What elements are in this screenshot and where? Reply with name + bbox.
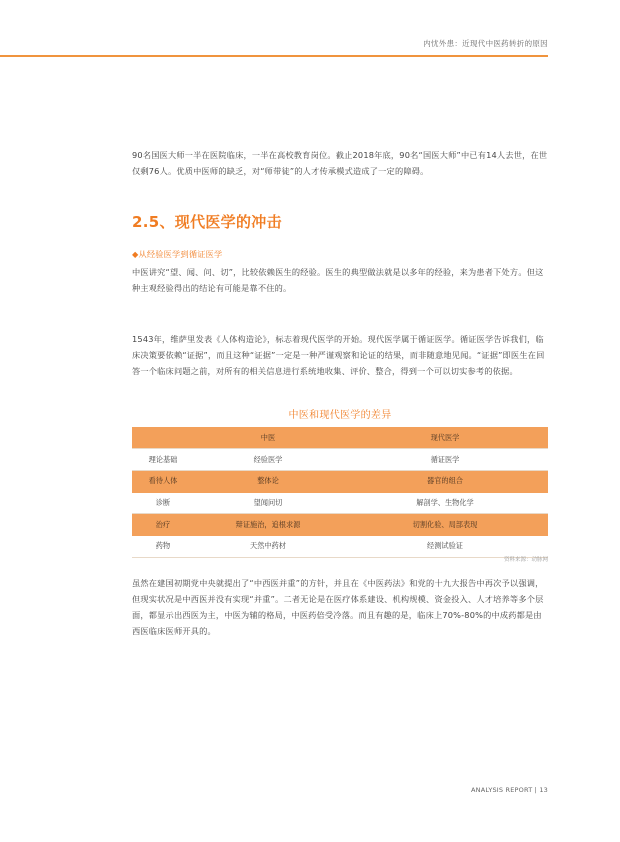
table-cell: 治疗 xyxy=(132,514,194,536)
table-cell: 整体论 xyxy=(194,470,342,492)
running-header: 内忧外患：近现代中医药转折的原因 xyxy=(423,39,548,48)
table-header-cell: 现代医学 xyxy=(342,427,548,449)
paragraph-4: 虽然在建国初期党中央就提出了“中西医并重”的方针，并且在《中医药法》和党的十九大报告中再次予以强调，但现实状况是中西医并没有实现“并重”。二者无论是在医疗体系建设、机构规模、资金投入、人才培养等多个层面，都显示出西医为主，中医为辅的格局，中医药倍受冷落。而且有趣的是，临床上70%-80%的中成药都是由西医临床医师开具的。 xyxy=(132,578,544,636)
table-header-cell xyxy=(132,427,194,449)
section-subheading: ◆从经验医学到循证医学 xyxy=(132,249,223,259)
comparison-table xyxy=(132,427,548,558)
table-cell: 诊断 xyxy=(132,492,194,514)
section-heading: 2.5、现代医学的冲击 xyxy=(132,213,282,231)
table-row xyxy=(132,535,548,557)
table-header-row xyxy=(132,427,548,449)
table-cell: 经验医学 xyxy=(194,449,342,471)
paragraph-3: 1543年，维萨里发表《人体构造论》，标志着现代医学的开始。现代医学属于循证医学。循证医学告诉我们，临床决策要依赖“证据”，而且这种“证据”一定是一种严谨观察和论证的结果，而非随意地见闻。“证据”即医生在回答一个临床问题之前，对所有的相关信息进行系统地收集、评价、整合，得到一个可以切实参考的依据。 xyxy=(132,334,545,376)
table-cell: 循证医学 xyxy=(342,449,548,471)
table-cell: 望闻问切 xyxy=(194,492,342,514)
table-cell: 药物 xyxy=(132,535,194,557)
table-cell: 天然中药材 xyxy=(194,535,342,557)
table-cell: 辩证施治，追根求源 xyxy=(194,514,342,536)
table-cell: 经测试验证 xyxy=(342,535,548,557)
table-row xyxy=(132,492,548,514)
header-divider xyxy=(0,55,548,57)
table-row xyxy=(132,514,548,536)
table-cell: 看待人体 xyxy=(132,470,194,492)
paragraph-1: 90名国医大师一半在医院临床，一半在高校教育岗位。截止2018年底，90名“国医大师”中已有14人去世，在世仅剩76人。优质中医师的缺乏，对“师带徒”的人才传承模式造成了一定的障碍。 xyxy=(132,150,548,176)
table-cell: 器官的组合 xyxy=(342,470,548,492)
table-source-note: 资料来源：动脉网 xyxy=(503,557,548,563)
table-cell: 解剖学、生物化学 xyxy=(342,492,548,514)
table-cell: 理论基础 xyxy=(132,449,194,471)
table-header-cell: 中医 xyxy=(194,427,342,449)
page-footer: ANALYSIS REPORT | 13 xyxy=(471,786,548,794)
table-row xyxy=(132,470,548,492)
paragraph-2: 中医讲究“望、闻、问、切”，比较依赖医生的经验。医生的典型做法就是以多年的经验，来为患者下处方。但这种主观经验得出的结论有可能是靠不住的。 xyxy=(132,267,544,293)
table-row xyxy=(132,449,548,471)
table-title: 中医和现代医学的差异 xyxy=(288,410,392,421)
table-cell: 切割化验、局部表现 xyxy=(342,514,548,536)
